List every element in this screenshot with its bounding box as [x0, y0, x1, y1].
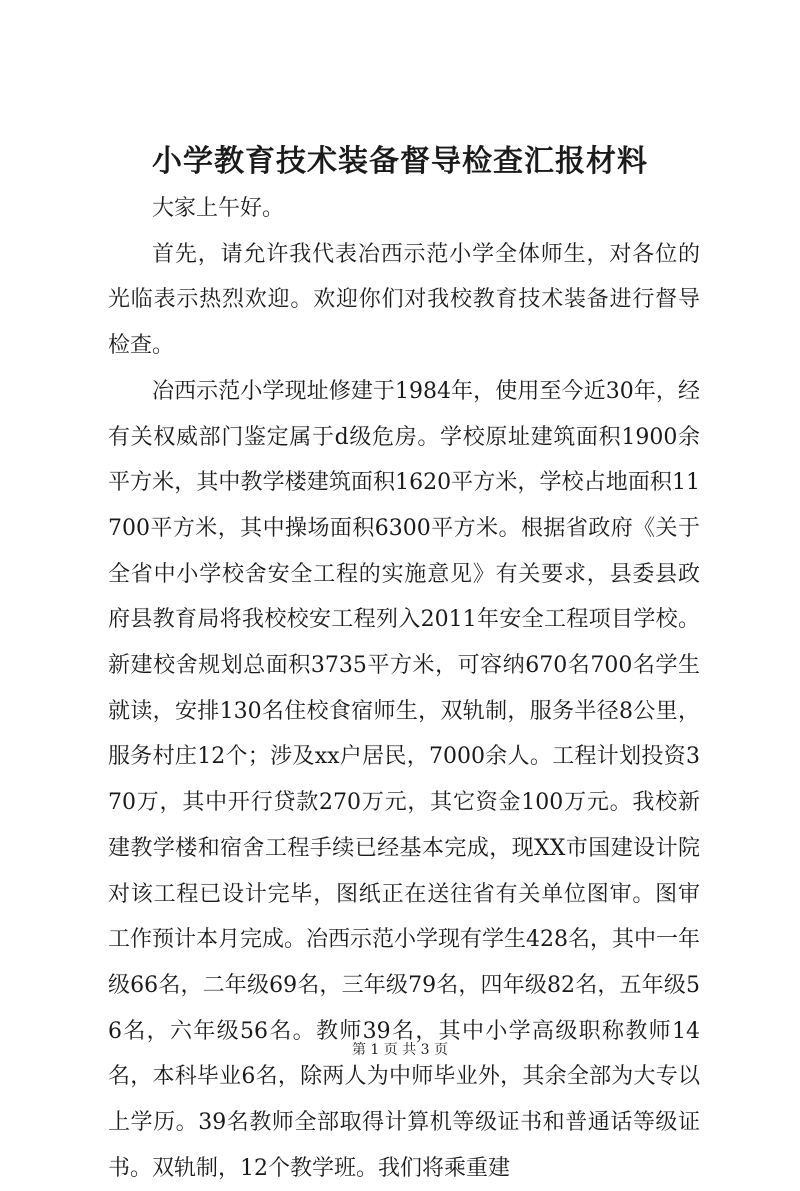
paragraph-greeting: 大家上午好。 [152, 196, 285, 221]
paragraph-school-overview: 冶西示范小学现址修建于1984年，使用至今近30年，经有关权威部门鉴定属于d级危房。学校原址建筑面积1900余平方米，其中教学楼建筑面积1620平方米，学校占地面积11700平方米，其中操场面积6300平方米。根据省政府《关于全省中小学校舍安全工程的实施意见》有关要求，县委县政府县教育局将我校校安工程列入2011年安全工程项目学校。新建校舍规划总面积3735平方米，可容纳670名700名学生就读，安排130名住校食宿师生，双轨制，服务半径8公里，服务村庄12个；涉及xx户居民，7000余人。工程计划投资370万，其中开行贷款270万元，其它资金100万元。我校新建教学楼和宿舍工程手续已经基本完成，现XX市国建设计院对该工程已设计完毕，图纸正在送往省有关单位图审。图审工作预计本月完成。冶西示范小学现有学生428名，其中一年级66名，二年级69名，三年级79名，四年级82名，五年级56名，六年级56名。教师39名，其中小学高级职称教师14名，本科毕业6名，除两人为中师毕业外，其余全部为大专以上学历。39名教师全部取得计算机等级证书和普通话等级证书。双轨制，12个教学班。我们将乘重建 [108, 378, 700, 1181]
page-footer: 第 1 页 共 3 页 [351, 1042, 449, 1058]
document-title: 小学教育技术装备督导检查汇报材料 [152, 144, 648, 179]
paragraph-welcome: 首先，请允许我代表冶西示范小学全体师生，对各位的光临表示热烈欢迎。欢迎你们对我校教育技术装备进行督导检查。 [108, 241, 700, 359]
